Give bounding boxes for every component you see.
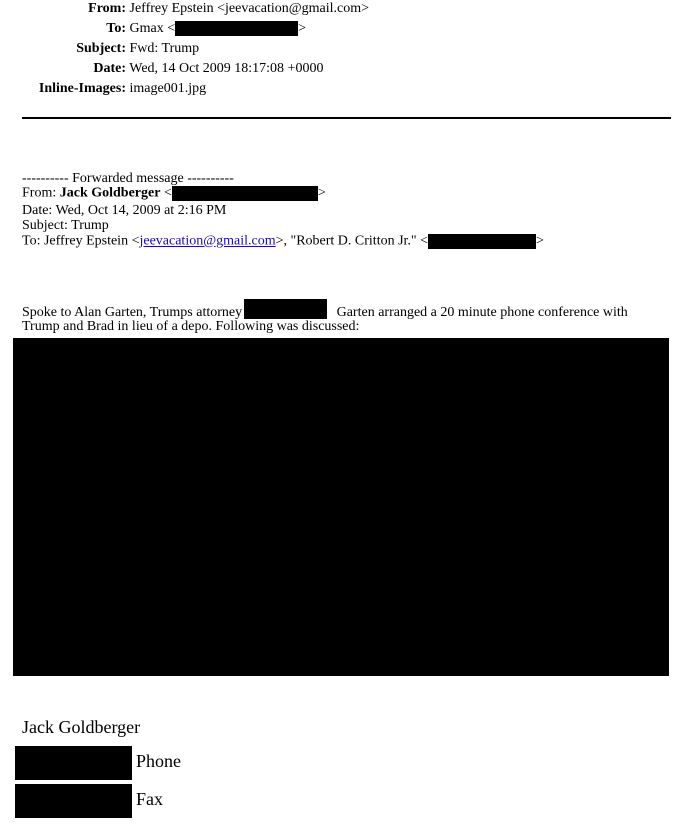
header-divider bbox=[22, 117, 671, 119]
header-subject-row bbox=[0, 41, 199, 57]
message-body bbox=[22, 299, 662, 334]
forwarded-to-prefix: To: Jeffrey Epstein < bbox=[22, 233, 140, 249]
date-value: Wed, 14 Oct 2009 18:17:08 +0000 bbox=[129, 61, 324, 76]
phone-redaction bbox=[15, 746, 132, 780]
forwarded-from-prefix: From: bbox=[22, 185, 60, 201]
to-label: To: bbox=[106, 21, 126, 36]
phone-label: Phone bbox=[136, 751, 181, 772]
forwarded-from-close: > bbox=[317, 185, 326, 201]
fax-label: Fax bbox=[136, 789, 163, 810]
to-email-redaction bbox=[175, 21, 298, 36]
header-inline-images-row bbox=[0, 81, 206, 97]
epstein-email-link[interactable]: jeevacation@gmail.com bbox=[139, 233, 276, 249]
header-date-row bbox=[0, 61, 323, 77]
forwarded-to-redaction bbox=[428, 234, 536, 249]
subject-label: Subject: bbox=[76, 41, 126, 56]
inline-images-value: image001.jpg bbox=[129, 81, 207, 96]
date-label: Date: bbox=[93, 61, 126, 76]
forwarded-subject-line: Subject: Trump bbox=[22, 218, 109, 233]
forwarded-date-line: Date: Wed, Oct 14, 2009 at 2:16 PM bbox=[22, 203, 227, 218]
signature-phone-row bbox=[15, 746, 181, 780]
forwarded-to-middle: >, "Robert D. Critton Jr." < bbox=[275, 233, 429, 249]
forwarded-to-line bbox=[22, 234, 544, 249]
header-from-row bbox=[0, 1, 369, 17]
forwarded-separator: ---------- Forwarded message ---------- bbox=[22, 171, 234, 186]
inline-images-label: Inline-Images: bbox=[38, 81, 126, 96]
header-to-row bbox=[0, 21, 306, 37]
to-suffix: > bbox=[298, 21, 307, 36]
body-inline-redaction bbox=[244, 299, 327, 319]
forwarded-from-open: < bbox=[160, 185, 172, 201]
body-text-part2: Garten arranged a 20 minute phone conference with Trump and Brad in lieu of a depo. Following was discussed: bbox=[22, 305, 628, 334]
forwarded-from-line bbox=[22, 186, 326, 201]
forwarded-to-close: > bbox=[536, 233, 544, 249]
body-redaction-block bbox=[13, 338, 669, 676]
from-value: Jeffrey Epstein <jeevacation@gmail.com> bbox=[129, 1, 370, 16]
body-text-part1: Spoke to Alan Garten, Trumps attorney bbox=[22, 305, 243, 320]
signature-fax-row bbox=[15, 784, 163, 818]
subject-value: Fwd: Trump bbox=[129, 41, 200, 56]
forwarded-from-name: Jack Goldberger bbox=[59, 185, 161, 201]
fax-redaction bbox=[15, 784, 132, 818]
signature-name: Jack Goldberger bbox=[22, 717, 141, 737]
from-label: From: bbox=[88, 1, 126, 16]
forwarded-from-redaction bbox=[172, 186, 318, 201]
to-prefix: Gmax < bbox=[129, 21, 176, 36]
